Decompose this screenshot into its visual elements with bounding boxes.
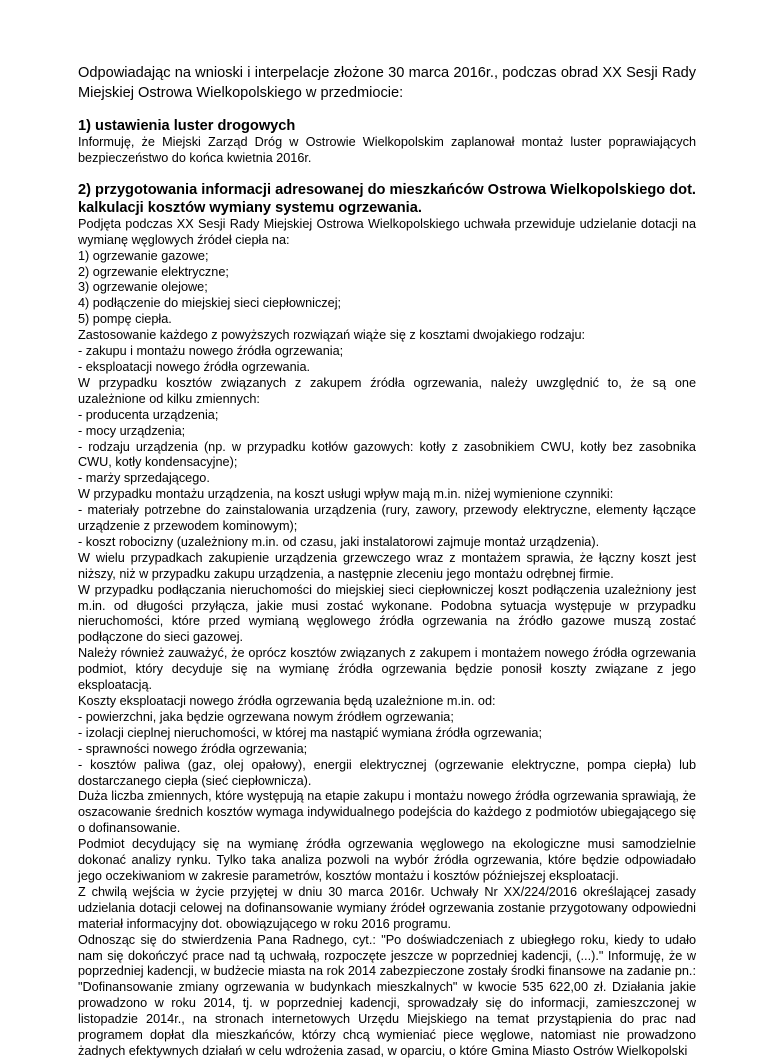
paragraph: W przypadku podłączania nieruchomości do miejskiej sieci ciepłowniczej koszt podłączenia uzależniony jest m.in. od długości przyłącza, jakie musi zostać wykonane. Podobna sytuacja występuje w przypadku nieruchomości, które przed wymianą węglowego źródła ogrzewania na źródło gazowe muszą zostać podłączone do sieci gazowej. — [78, 582, 696, 645]
list-item: - marży sprzedającego. — [78, 471, 210, 486]
list-item: - koszt robocizny (uzależniony m.in. od czasu, jaki instalatorowi zajmuje montaż urządzenia). — [78, 534, 600, 549]
list-item: 2) ogrzewanie elektryczne; — [78, 264, 229, 279]
section-1-body: Informuję, że Miejski Zarząd Dróg w Ostrowie Wielkopolskim zaplanował montaż luster poprawiających bezpieczeństwo do końca kwietnia 2016r. — [78, 135, 696, 165]
list-item: - kosztów paliwa (gaz, olej opałowy), energii elektrycznej (ogrzewanie elektryczne, pompa ciepła) lub dostarczanego ciepła (sieć ciepłownicza). — [78, 757, 696, 788]
paragraph: Odnosząc się do stwierdzenia Pana Radnego, cyt.: "Po doświadczeniach z ubiegłego roku, kiedy to udało nam się dokończyć prace nad tą uchwałą, rozpoczęte jeszcze w poprzedniej kadencji, (...)." Informuję, że w poprzedniej kadencji, w budżecie miasta na rok 2014 zabezpieczone zostały środki finansowe na zadanie pn.: "Dofinansowanie zmiany ogrzewania w budynkach mieszkalnych" w kwocie 535 622,00 zł. Działania jakie prowadzono w roku 2014, tj. w poprzedniej kadencji, sprowadzały się do informacji, zamieszczonej w listopadzie 2014r., na stronach internetowych Urzędu Miejskiego na temat przystąpienia do prac nad programem dopłat dla mieszkańców, którzy chcą wymieniać piece węglowe, natomiast nie prowadzono żadnych efektywnych działań w celu wdrożenia zasad, w oparciu, o które Gmina Miasto Ostrów Wielkopolski — [78, 932, 696, 1058]
list-item: - producenta urządzenia; — [78, 407, 219, 422]
list-item: - powierzchni, jaka będzie ogrzewana nowym źródłem ogrzewania; — [78, 709, 454, 724]
paragraph: W przypadku kosztów związanych z zakupem źródła ogrzewania, należy uwzględnić to, że są one uzależnione od kilku zmiennych: — [78, 375, 696, 406]
list-item: - sprawności nowego źródła ogrzewania; — [78, 741, 308, 756]
paragraph: Duża liczba zmiennych, które występują na etapie zakupu i montażu nowego źródła ogrzewania sprawiają, że oszacowanie średnich kosztów wymaga indywidualnego podejścia do każdego z podmiotów ubiegającego się o dofinansowanie. — [78, 789, 696, 836]
paragraph: Należy również zauważyć, że oprócz kosztów związanych z zakupem i montażem nowego źródła ogrzewania podmiot, który decyduje się na wymianę źródła ogrzewania będzie ponosił koszty związane z jego eksploatacją. — [78, 646, 696, 693]
list-item: 4) podłączenie do miejskiej sieci ciepłowniczej; — [78, 296, 342, 311]
section-1-heading: 1) ustawienia luster drogowych — [78, 118, 296, 134]
list-item: 1) ogrzewanie gazowe; — [78, 248, 209, 263]
section-2-heading: 2) przygotowania informacji adresowanej do mieszkańców Ostrowa Wielkopolskiego dot. kalkulacji kosztów wymiany systemu ogrzewania. — [78, 181, 696, 216]
list-item: 3) ogrzewanie olejowe; — [78, 280, 208, 295]
list-item: - zakupu i montażu nowego źródła ogrzewania; — [78, 344, 344, 359]
list-item: - mocy urządzenia; — [78, 423, 186, 438]
section-gap — [78, 167, 696, 181]
list-item: - izolacji cieplnej nieruchomości, w której ma nastąpić wymiana źródła ogrzewania; — [78, 725, 542, 740]
list-item: 5) pompę ciepła. — [78, 312, 172, 327]
paragraph: Koszty eksploatacji nowego źródła ogrzewania będą uzależnione m.in. od: — [78, 694, 496, 708]
paragraph: Z chwilą wejścia w życie przyjętej w dniu 30 marca 2016r. Uchwały Nr XX/224/2016 określającej zasady udzielania dotacji celowej na dofinansowanie wymiany źródeł ogrzewania zostanie przygotowany odpowiedni materiał informacyjny dot. obowiązującego w roku 2016 programu. — [78, 884, 696, 931]
document-page — [78, 63, 696, 1060]
paragraph: Podjęta podczas XX Sesji Rady Miejskiej Ostrowa Wielkopolskiego uchwała przewiduje udzielanie dotacji na wymianę węglowych źródeł ciepła na: — [78, 216, 696, 247]
paragraph: Podmiot decydujący się na wymianę źródła ogrzewania węglowego na ekologiczne musi samodzielnie dokonać analizy rynku. Tylko taka analiza pozwoli na wybór źródła ogrzewania, które będzie odpowiadało jego oczekiwaniom w zakresie parametrów, kosztów montażu i kosztów późniejszej eksploatacji. — [78, 837, 696, 883]
list-item: - eksploatacji nowego źródła ogrzewania. — [78, 359, 311, 374]
list-item: - rodzaju urządzenia (np. w przypadku kotłów gazowych: kotły z zasobnikiem CWU, kotły bez zasobnika CWU, kotły kondensacyjne); — [78, 439, 696, 470]
paragraph: W wielu przypadkach zakupienie urządzenia grzewczego wraz z montażem sprawia, że łączny koszt jest niższy, niż w przypadku zakupu urządzenia, a następnie zleceniu jego montażu odrębnej firmie. — [78, 550, 696, 581]
list-item: - materiały potrzebne do zainstalowania urządzenia (rury, zawory, przewody elektryczne, elementy łączące urządzenie z przewodem kominowym); — [78, 503, 696, 534]
paragraph: W przypadku montażu urządzenia, na koszt usługi wpływ mają m.in. niżej wymienione czynniki: — [78, 487, 614, 502]
section-2-body — [78, 217, 696, 1060]
intro-paragraph: Odpowiadając na wnioski i interpelacje złożone 30 marca 2016r., podczas obrad XX Sesji Rady Miejskiej Ostrowa Wielkopolskiego w przedmiocie: — [78, 65, 696, 101]
paragraph: Zastosowanie każdego z powyższych rozwiązań wiąże się z kosztami dwojakiego rodzaju: — [78, 328, 586, 343]
